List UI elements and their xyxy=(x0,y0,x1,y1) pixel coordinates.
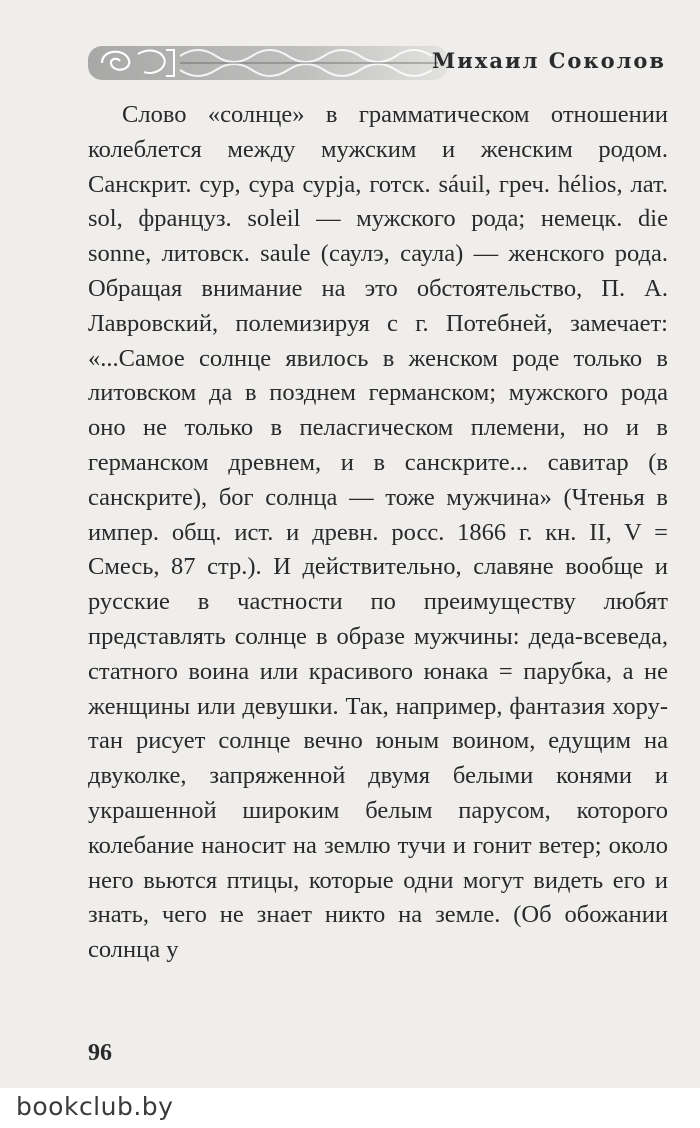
ornament-icon xyxy=(88,36,448,92)
body-text: Слово «солнце» в грамматическом отношении колеблется между мужским и женским родом. Санскрит. сур, сура сурjа, готск. sáuil, греч. hélios, лат. sol, француз. soleil — мужского рода; немецк. die sonne, литовск. saule (саулэ, саула) — женского рода. Обращая внимание на это обстоятельство, П. А. Лавровский, полемизируя с г. Потебней, замечает: «...Самое солнце явилось в женском роде только в литовском да в позднем германском; мужского рода оно не только в пеласгическом племени, но и в германском древнем, и в санскрите... савитар (в санскрите), бог солнца — тоже мужчина» (Чтенья в импер. общ. ист. и древн. росс. 1866 г. кн. II, V = Смесь, 87 стр.). И действительно, славяне вообще и русские в частности по преимуществу любят представлять солнце в образе мужчины: деда-всеведа, статного воина или красивого юнака = парубка, а не женщины или девушки. Так, например, фантазия хорутан рисует солнце вечно юным воином, едущим на двуколке, запряженной двумя белыми конями и украшенной широким белым парусом, которого колебание наносит на землю тучи и гонит ветер; около него вьются птицы, которые одни могут видеть его и знать, чего не знает никто на земле. (Об обожании солнца у xyxy=(88,101,668,964)
page-number: 96 xyxy=(88,1040,112,1066)
running-header xyxy=(88,36,700,92)
watermark: bookclub.by xyxy=(16,1092,174,1121)
author-name: Михаил Соколов xyxy=(432,48,666,73)
